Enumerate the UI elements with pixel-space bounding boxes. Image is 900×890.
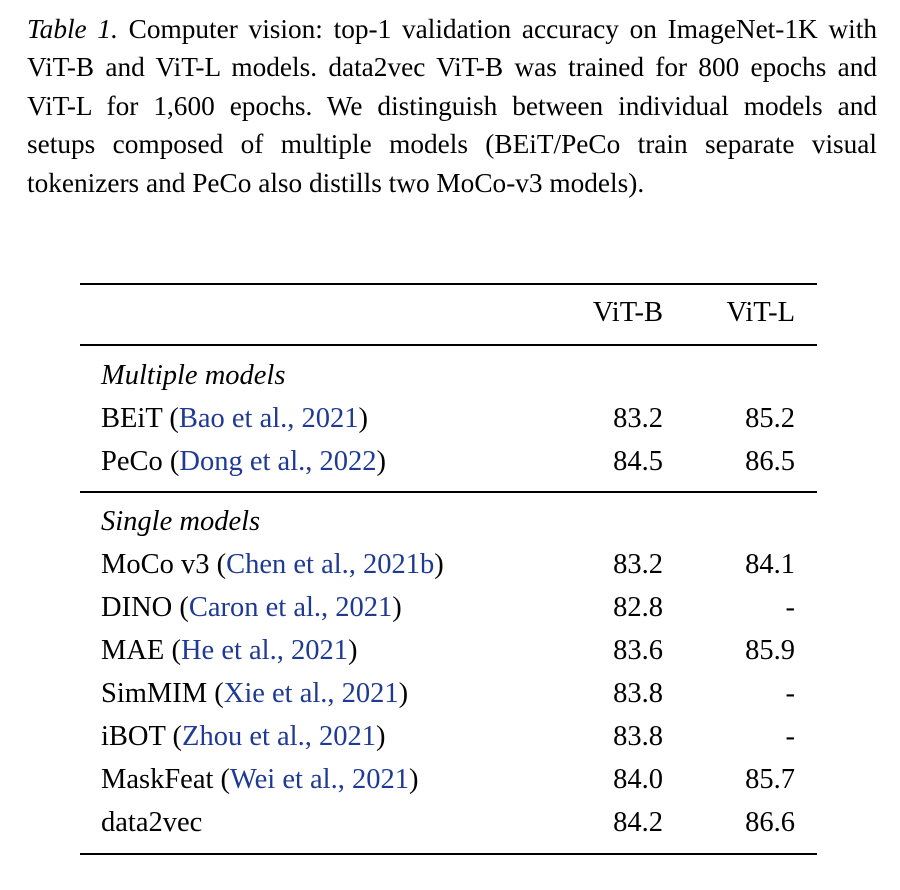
caption-label: Table 1. [27, 14, 118, 44]
table-header-rule [80, 344, 817, 346]
table-bottom-rule [80, 853, 817, 855]
citation-link[interactable]: Dong et al., 2022 [179, 446, 377, 477]
model-name-cell: iBOT (Zhou et al., 2021) [101, 721, 386, 752]
citation-link[interactable]: Xie et al., 2021 [223, 678, 399, 709]
vit-l-value: 85.7 [745, 764, 795, 795]
group-header-single [80, 502, 817, 542]
citation-link[interactable]: Wei et al., 2021 [230, 764, 409, 795]
citation-link[interactable]: Bao et al., 2021 [178, 403, 359, 434]
table-row [80, 545, 817, 585]
table-row [80, 760, 817, 800]
group-header-multiple [80, 356, 817, 396]
vit-b-value: 83.8 [613, 678, 663, 709]
vit-b-value: 84.0 [613, 764, 663, 795]
vit-b-value: 83.6 [613, 635, 663, 666]
model-name-cell: SimMIM (Xie et al., 2021) [101, 678, 409, 709]
vit-l-value: 86.6 [745, 807, 795, 838]
vit-l-value: 84.1 [745, 549, 795, 580]
vit-l-value: 85.9 [745, 635, 795, 666]
group-label: Multiple models [101, 360, 286, 391]
model-name-cell: MaskFeat (Wei et al., 2021) [101, 764, 419, 795]
model-name: DINO [101, 592, 173, 623]
vit-l-value: 86.5 [745, 446, 795, 477]
group-label: Single models [101, 506, 261, 537]
table-top-rule [80, 283, 817, 285]
model-name-cell: PeCo (Dong et al., 2022) [101, 446, 386, 477]
model-name: MaskFeat [101, 764, 214, 795]
table-row [80, 803, 817, 843]
vit-l-value: - [785, 592, 795, 623]
table-caption [27, 10, 877, 202]
table-row [80, 588, 817, 628]
vit-b-value: 83.2 [613, 403, 663, 434]
vit-b-value: 84.5 [613, 446, 663, 477]
citation-link[interactable]: Chen et al., 2021b [226, 549, 435, 580]
model-name-cell: DINO (Caron et al., 2021) [101, 592, 402, 623]
table-row [80, 717, 817, 757]
group-separator-rule [80, 491, 817, 493]
citation-link[interactable]: He et al., 2021 [180, 635, 348, 666]
column-header-vit-b: ViT-B [592, 297, 663, 328]
model-name: BEiT [101, 403, 163, 434]
model-name-cell [101, 803, 202, 843]
model-name-cell: MoCo v3 (Chen et al., 2021b) [101, 549, 444, 580]
vit-b-value: 84.2 [613, 807, 663, 838]
model-name: PeCo [101, 446, 163, 477]
model-name-cell: MAE (He et al., 2021) [101, 635, 358, 666]
column-header-vit-l: ViT-L [726, 297, 795, 328]
vit-l-value: - [785, 678, 795, 709]
citation-link[interactable]: Zhou et al., 2021 [182, 721, 376, 752]
vit-b-value: 83.2 [613, 549, 663, 580]
model-name: iBOT [101, 721, 166, 752]
model-name: MAE [101, 635, 165, 666]
vit-l-value: - [785, 721, 795, 752]
table-row [80, 674, 817, 714]
model-name: data2vec [101, 807, 203, 838]
model-name: SimMIM [101, 678, 208, 709]
vit-b-value: 82.8 [613, 592, 663, 623]
model-name: MoCo v3 [101, 549, 210, 580]
table-row [80, 442, 817, 482]
model-name-cell: BEiT (Bao et al., 2021) [101, 403, 369, 434]
vit-l-value: 85.2 [745, 403, 795, 434]
table-row [80, 631, 817, 671]
table-header-row [80, 293, 817, 333]
vit-b-value: 83.8 [613, 721, 663, 752]
citation-link[interactable]: Caron et al., 2021 [188, 592, 393, 623]
caption-text: Computer vision: top-1 validation accuracy on ImageNet-1K with ViT-B and ViT-L models. data2vec ViT-B was trained for 800 epochs and ViT-L for 1,600 epochs. We distinguish between individual models and setups composed of multiple models (BEiT/PeCo train separate visual tokenizers and PeCo also distills two MoCo-v3 models). [27, 14, 877, 198]
table-row [80, 399, 817, 439]
